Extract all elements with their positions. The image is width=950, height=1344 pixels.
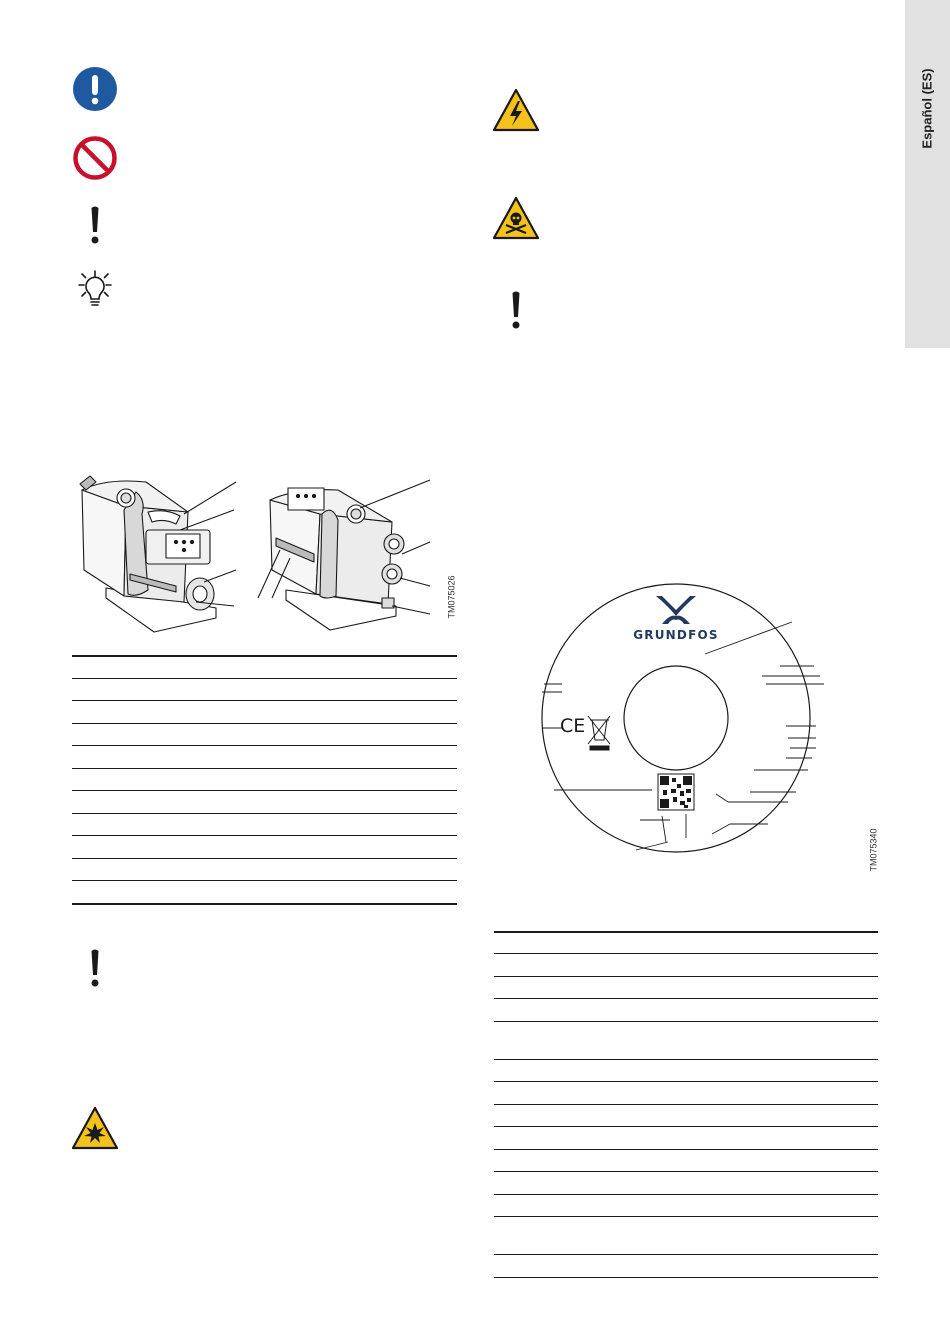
table-rule [72, 768, 457, 769]
electric-hazard-icon [492, 88, 540, 132]
exclamation-icon [507, 290, 525, 330]
table-rule [72, 903, 457, 905]
pump-figure-id-wrapper [430, 575, 470, 619]
nameplate-figure-id: TM075340 [868, 828, 879, 872]
table-rule [494, 1104, 878, 1105]
table-rule [494, 1277, 878, 1278]
language-label-wrapper [905, 58, 950, 158]
table-rule [494, 1149, 878, 1150]
table-rule [72, 835, 457, 836]
toxic-hazard-icon [492, 196, 540, 240]
table-rule [72, 813, 457, 814]
lightbulb-icon [74, 270, 116, 312]
exclamation-icon [86, 948, 104, 988]
table-rule [494, 1216, 878, 1217]
explosion-warning-icon [71, 1106, 119, 1150]
qr-code-icon [658, 774, 694, 810]
table-rule [72, 723, 457, 724]
language-label: Español (ES) [920, 67, 935, 149]
table-rule [72, 858, 457, 859]
table-rule [494, 1194, 878, 1195]
brand-name: GRUNDFOS [633, 628, 719, 642]
table-rule [494, 1254, 878, 1255]
table-rule [72, 790, 457, 791]
language-tab [905, 0, 950, 348]
table-rule [494, 976, 878, 977]
table-rule [494, 1059, 878, 1060]
pump-figure-id: TM075026 [446, 575, 457, 619]
pump-illustration [76, 470, 446, 642]
table-rule [494, 931, 878, 933]
exclamation-icon [86, 205, 104, 245]
mandatory-action-icon [72, 66, 118, 112]
nameplate-figure-id-wrapper [852, 828, 892, 872]
table-rule [72, 700, 457, 701]
table-rule [72, 655, 457, 657]
table-rule [72, 678, 457, 679]
table-rule [72, 880, 457, 881]
table-rule [72, 745, 457, 746]
prohibition-icon [72, 135, 118, 181]
table-rule [494, 1081, 878, 1082]
table-rule [494, 998, 878, 999]
ce-mark: CE [560, 715, 586, 737]
table-rule [494, 1021, 878, 1022]
table-rule [494, 953, 878, 954]
table-rule [494, 1126, 878, 1127]
table-rule [494, 1171, 878, 1172]
